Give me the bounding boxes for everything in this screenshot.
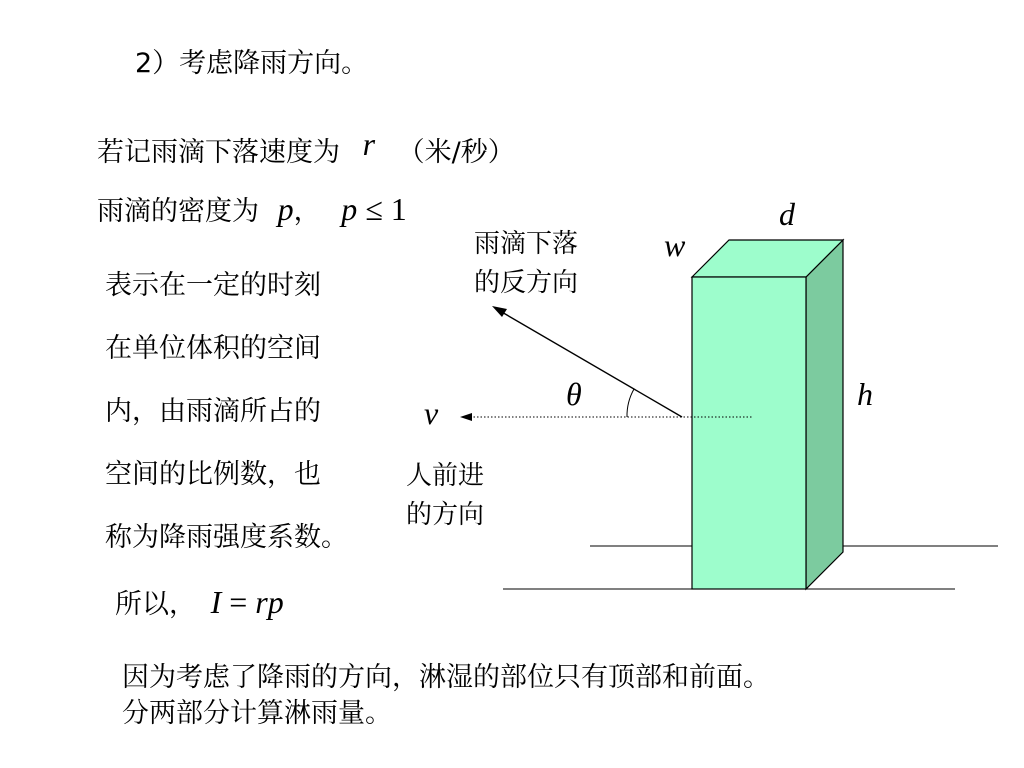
section-heading: 2）考虑降雨方向。 (135, 48, 369, 79)
label-v: v (424, 395, 439, 431)
theta-arc (627, 389, 634, 417)
density-sep: ， (293, 196, 321, 227)
density-condition-rest: ≤ 1 (357, 191, 407, 227)
definition-line: 内，由雨滴所占的 (105, 396, 321, 427)
definition-line: 表示在一定的时刻 (105, 270, 321, 301)
walk-label-line: 的方向 (406, 500, 485, 530)
speed-symbol: r (362, 126, 376, 162)
speed-unit: （米/秒） (397, 137, 515, 168)
formula-rp: rp (255, 584, 284, 620)
definition-line: 空间的比例数，也 (105, 459, 321, 490)
density-condition-symbol: p (341, 191, 358, 227)
label-d: d (779, 196, 795, 232)
walk-arrowhead (460, 413, 472, 421)
rain-direction-line (500, 311, 682, 417)
label-w: w (664, 227, 686, 263)
walk-label-line: 人前进 (406, 461, 485, 491)
box-side-face (806, 240, 843, 589)
formula-prefix: 所以， (115, 589, 196, 620)
definition-line: 称为降雨强度系数。 (105, 522, 348, 553)
density-text: 雨滴的密度为 (97, 196, 259, 227)
speed-text: 若记雨滴下落速度为 (97, 137, 340, 168)
formula-i: I (210, 584, 222, 620)
conclusion-line: 因为考虑了降雨的方向，淋湿的部位只有顶部和前面。 (122, 662, 770, 693)
rain-label-line: 的反方向 (474, 268, 579, 298)
label-theta: θ (566, 376, 582, 412)
rain-arrowhead (492, 306, 507, 317)
conclusion-line: 分两部分计算淋雨量。 (122, 698, 392, 729)
formula-eq: = (221, 584, 256, 620)
density-symbol: p (277, 191, 294, 227)
box-front-face (692, 277, 806, 589)
rain-label-line: 雨滴下落 (474, 229, 579, 259)
definition-line: 在单位体积的空间 (105, 333, 321, 364)
label-h: h (857, 376, 873, 412)
